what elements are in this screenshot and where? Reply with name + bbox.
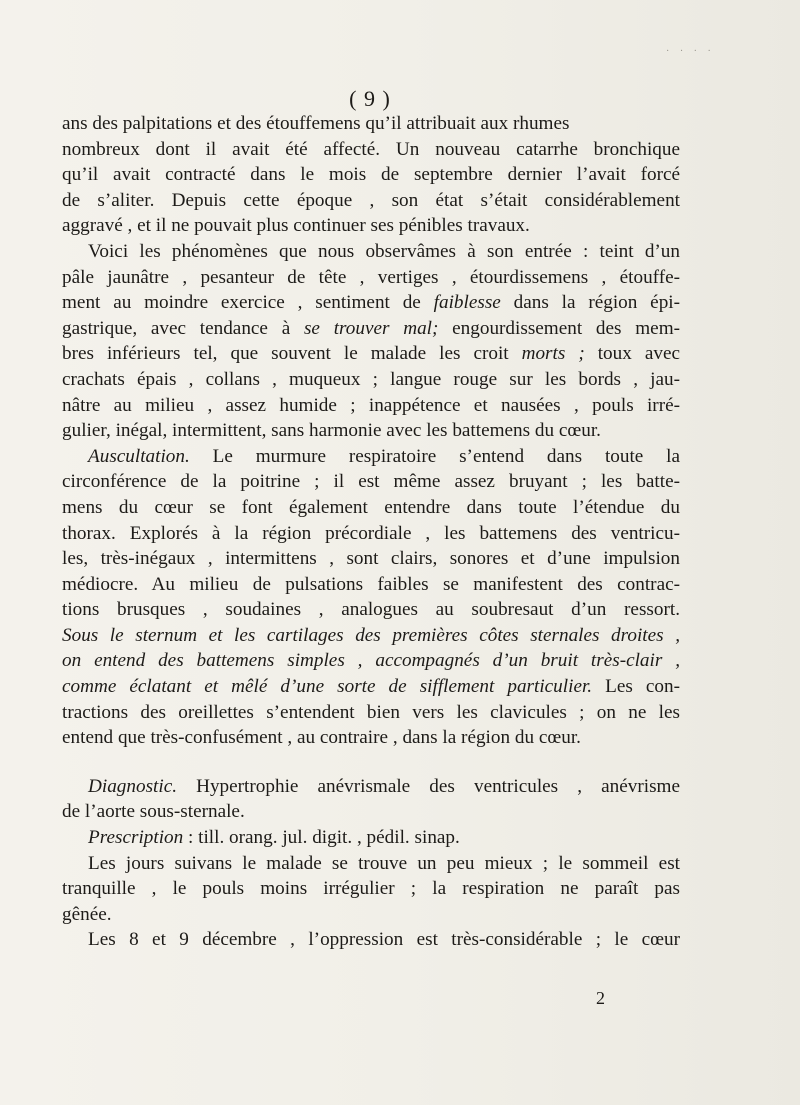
text-line bbox=[62, 137, 680, 163]
text-line bbox=[62, 927, 680, 953]
text-run: gulier, inégal, intermittent, sans harmonie avec les battemens du cœur. bbox=[62, 420, 601, 442]
text-run: Les 8 et 9 décembre , l’oppression est très-considérable ; le cœur bbox=[88, 929, 680, 951]
text-run: Voici les phénomènes que nous observâmes à son entrée : teint d’un bbox=[88, 240, 680, 262]
italic-run: morts ; bbox=[521, 343, 585, 365]
text-run: tractions des oreillettes s’entendent bien vers les clavicules ; on ne les bbox=[62, 701, 680, 723]
text-line bbox=[62, 521, 680, 547]
text-line bbox=[62, 444, 680, 470]
text-run: crachats épais , collans , muqueux ; langue rouge sur les bords , jau- bbox=[62, 368, 680, 390]
text-run: gastrique, avec tendance à bbox=[62, 317, 304, 339]
text-run: dans la région épi- bbox=[500, 292, 681, 314]
text-line bbox=[62, 316, 680, 342]
text-line bbox=[62, 111, 680, 137]
text-line bbox=[62, 418, 680, 444]
text-line bbox=[62, 902, 680, 928]
text-run: engourdissement des mem- bbox=[438, 317, 681, 339]
text-line bbox=[62, 188, 680, 214]
text-run: de l’aorte sous-sternale. bbox=[62, 801, 245, 823]
text-run: Les jours suivans le malade se trouve un peu mieux ; le sommeil est bbox=[88, 852, 680, 874]
text-run: tions brusques , soudaines , analogues au soubresaut d’un ressort. bbox=[62, 599, 680, 621]
text-line bbox=[62, 367, 680, 393]
text-run: nâtre au milieu , assez humide ; inappétence et nausées , pouls irré- bbox=[62, 394, 680, 416]
text-line bbox=[62, 597, 680, 623]
text-line bbox=[62, 341, 680, 367]
text-line bbox=[62, 469, 680, 495]
text-line bbox=[62, 799, 680, 825]
text-line bbox=[62, 825, 680, 851]
signature-mark: 2 bbox=[596, 988, 605, 1008]
text-run: qu’il avait contracté dans le mois de septembre dernier l’avait forcé bbox=[62, 164, 680, 186]
paragraph-gap bbox=[62, 751, 680, 774]
text-run: circonférence de la poitrine ; il est même assez bruyant ; les batte- bbox=[62, 471, 680, 493]
text-run: toux avec bbox=[584, 343, 680, 365]
margin-smudge: · · · · bbox=[666, 46, 715, 57]
text-run: bres inférieurs tel, que souvent le malade les croit bbox=[62, 343, 522, 365]
text-run: thorax. Explorés à la région précordiale , les battemens des ventricu- bbox=[62, 522, 680, 544]
text-line bbox=[62, 162, 680, 188]
italic-run: Sous le sternum et les cartilages des premières côtes sternales droites , bbox=[62, 624, 680, 646]
text-run: nombreux dont il avait été affecté. Un nouveau catarrhe bronchique bbox=[62, 138, 680, 160]
text-line bbox=[62, 495, 680, 521]
text-run: mens du cœur se font également entendre dans toute l’étendue du bbox=[62, 496, 680, 518]
text-run: gênée. bbox=[62, 903, 112, 925]
text-run: ment au moindre exercice , sentiment de bbox=[62, 292, 434, 314]
text-run: aggravé , et il ne pouvait plus continuer ses pénibles travaux. bbox=[62, 215, 530, 237]
text-run: médiocre. Au milieu de pulsations faibles se manifestent des contrac- bbox=[62, 573, 680, 595]
text-run: Hypertrophie anévrismale des ventricules , anévrisme bbox=[177, 775, 680, 797]
text-line bbox=[62, 393, 680, 419]
text-line bbox=[62, 265, 680, 291]
text-line bbox=[62, 572, 680, 598]
italic-run: Auscultation. bbox=[88, 445, 190, 467]
text-run: les, très-inégaux , intermittens , sont clairs, sonores et d’une impulsion bbox=[62, 548, 680, 570]
italic-run: Diagnostic. bbox=[88, 775, 178, 797]
italic-run: se trouver mal; bbox=[303, 317, 439, 339]
text-run: de s’aliter. Depuis cette époque , son état s’était considérablement bbox=[62, 189, 680, 211]
text-line bbox=[62, 700, 680, 726]
italic-run: on entend des battemens simples , accompagnés d’un bruit très-clair , bbox=[62, 650, 680, 672]
text-run: entend que très-confusément , au contraire , dans la région du cœur. bbox=[62, 727, 581, 749]
text-line bbox=[62, 213, 680, 239]
text-line bbox=[62, 239, 680, 265]
page-number: ( 9 ) bbox=[349, 86, 391, 111]
text-run: : till. orang. jul. digit. , pédil. sinap. bbox=[183, 827, 460, 849]
italic-run: Prescription bbox=[88, 827, 184, 849]
italic-run: faiblesse bbox=[433, 292, 501, 314]
italic-run: comme éclatant et mêlé d’une sorte de sifflement particulier. bbox=[62, 676, 593, 698]
text-line bbox=[62, 674, 680, 700]
text-line bbox=[62, 648, 680, 674]
text-run: ans des palpitations et des étouffemens qu’il attribuait aux rhumes bbox=[62, 113, 570, 134]
text-line bbox=[62, 774, 680, 800]
text-line bbox=[62, 290, 680, 316]
text-line bbox=[62, 725, 680, 751]
text-line bbox=[62, 876, 680, 902]
body-text bbox=[62, 111, 680, 953]
text-run: Le murmure respiratoire s’entend dans toute la bbox=[189, 445, 680, 467]
text-run: pâle jaunâtre , pesanteur de tête , vertiges , étourdissemens , étouffe- bbox=[62, 266, 680, 288]
text-line bbox=[62, 546, 680, 572]
text-run: Les con- bbox=[592, 676, 680, 698]
text-run: tranquille , le pouls moins irrégulier ; la respiration ne paraît pas bbox=[62, 878, 680, 900]
text-line bbox=[62, 851, 680, 877]
text-line bbox=[62, 623, 680, 649]
